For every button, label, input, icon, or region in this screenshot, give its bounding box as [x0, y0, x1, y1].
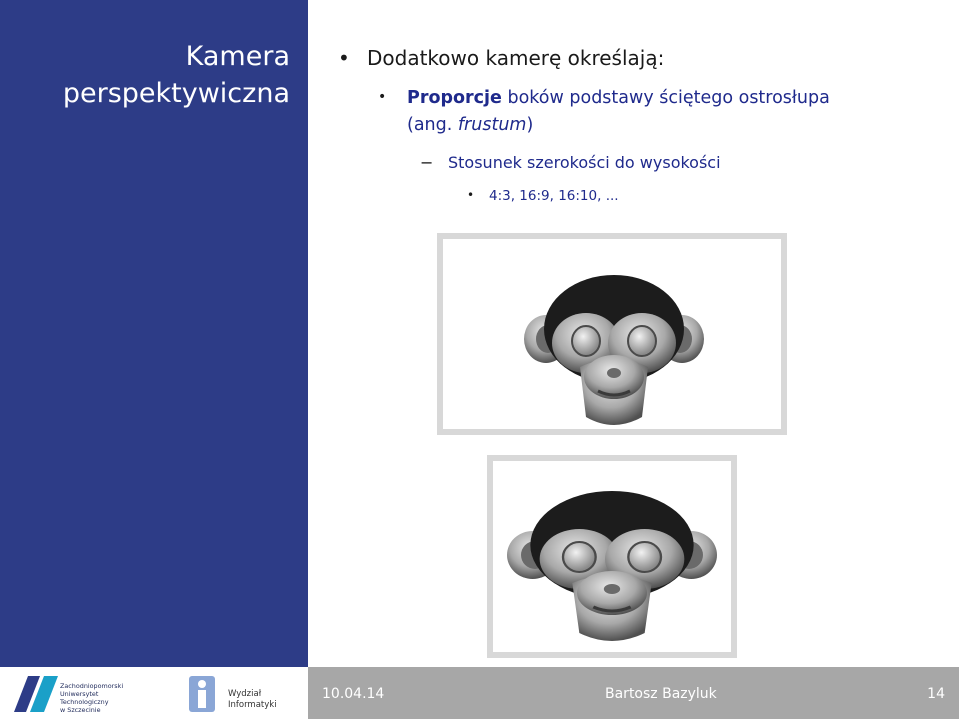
- bullet-dot-icon: •: [338, 46, 350, 70]
- footer-date: 10.04.14: [322, 686, 385, 702]
- monkey-head-render-icon: [507, 483, 717, 643]
- footer-bar: [308, 667, 959, 719]
- bullet-dot-icon: •: [378, 89, 387, 105]
- render-standard-aspect: [487, 455, 737, 658]
- monkey-head-render-icon: [521, 267, 707, 427]
- bullet-dot-icon: •: [467, 188, 475, 202]
- wi-logo-text: Wydział Informatyki: [228, 689, 277, 710]
- slide-title-line1: Kamera: [185, 41, 290, 72]
- bullet-level4-text: 4:3, 16:9, 16:10, ...: [489, 188, 619, 204]
- render-wide-aspect: [437, 233, 787, 435]
- footer-author: Bartosz Bazyluk: [605, 686, 717, 702]
- zut-logo-icon: [14, 676, 58, 712]
- sidebar: [0, 0, 308, 667]
- bullet-level2-text: Proporcje boków podstawy ściętego ostrosłupa: [407, 88, 830, 108]
- bullet-dash-icon: −: [420, 153, 434, 172]
- slide-title-line2: perspektywiczna: [62, 78, 290, 109]
- bullet-level1-text: Dodatkowo kamerę określają:: [367, 46, 665, 70]
- bullet-level2-text-line2: (ang. frustum): [407, 115, 534, 135]
- footer-page-number: 14: [927, 686, 945, 702]
- frustum-term: frustum: [457, 115, 527, 135]
- zut-logo-text: Zachodniopomorski Uniwersytet Technologiczny w Szczecinie: [60, 682, 124, 714]
- wi-logo-icon: [189, 676, 215, 712]
- bullet-level2-bold: Proporcje: [407, 88, 502, 108]
- slide-title: [63, 38, 290, 112]
- bullet-level3-text: Stosunek szerokości do wysokości: [448, 153, 721, 172]
